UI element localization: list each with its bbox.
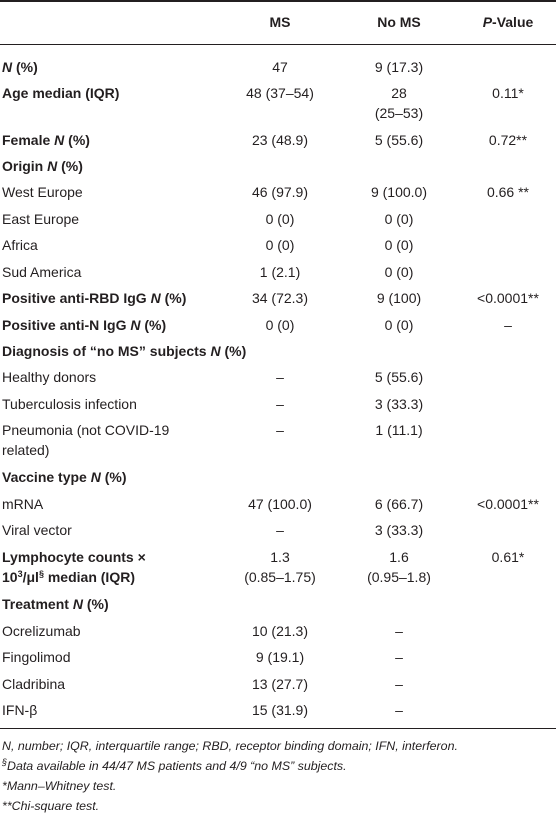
ms-value: –	[276, 369, 284, 385]
header-p-value: P-Value	[482, 14, 534, 30]
section-label: Diagnosis of “no MS” subjects N (%)	[2, 343, 247, 359]
ms-value: 1 (2.1)	[259, 264, 301, 280]
row-label: Positive anti-RBD IgG N (%)	[2, 290, 187, 306]
ms-value: 15 (31.9)	[251, 702, 309, 718]
no-ms-value: 0 (0)	[384, 317, 414, 333]
no-ms-value: –	[395, 702, 403, 718]
no-ms-value: 9 (100.0)	[370, 184, 428, 200]
row-label: Tuberculosis infection	[2, 396, 137, 412]
row-label: West Europe	[2, 184, 83, 200]
no-ms-value: 0 (0)	[384, 211, 414, 227]
ms-value: 0 (0)	[265, 211, 295, 227]
ms-value: 1.3	[270, 549, 290, 565]
row-label: Healthy donors	[2, 369, 97, 385]
ms-value: 0 (0)	[265, 237, 295, 253]
ms-value: 46 (97.9)	[251, 184, 309, 200]
no-ms-value: 28	[391, 85, 407, 101]
ms-value: –	[276, 422, 284, 438]
no-ms-value: 9 (17.3)	[374, 59, 424, 75]
no-ms-value: 3 (33.3)	[374, 522, 424, 538]
ms-value: 0 (0)	[265, 317, 295, 333]
ms-value: 10 (21.3)	[251, 623, 309, 639]
footnote-data-availability: §Data available in 44/47 MS patients and 4/9 “no MS” subjects.	[2, 757, 347, 773]
header-no-ms: No MS	[377, 14, 421, 30]
row-label-line2: related)	[2, 442, 50, 458]
row-label: mRNA	[2, 496, 44, 512]
p-value: <0.0001**	[477, 290, 539, 306]
row-label: Lymphocyte counts ×	[2, 549, 146, 565]
row-label: Sud America	[2, 264, 82, 280]
row-label: East Europe	[2, 211, 80, 227]
no-ms-value: 9 (100)	[376, 290, 422, 306]
no-ms-value: –	[395, 623, 403, 639]
header-ms: MS	[269, 14, 291, 30]
footnote-mann-whitney: *Mann–Whitney test.	[2, 779, 117, 793]
section-label: Treatment N (%)	[2, 596, 109, 612]
ms-value: –	[276, 396, 284, 412]
p-value: 0.11*	[492, 85, 524, 101]
ms-value: 23 (48.9)	[251, 132, 309, 148]
no-ms-value: 3 (33.3)	[374, 396, 424, 412]
ms-value: 13 (27.7)	[251, 676, 309, 692]
no-ms-value: 0 (0)	[384, 264, 414, 280]
ms-value: 47	[272, 59, 288, 75]
ms-value: 47 (100.0)	[248, 496, 312, 512]
ms-value-line2: (0.85–1.75)	[244, 569, 316, 585]
no-ms-value: 1.6	[389, 549, 409, 565]
header-rule	[0, 44, 556, 45]
no-ms-value-line2: (0.95–1.8)	[367, 569, 431, 585]
p-value: 0.72**	[488, 132, 528, 148]
no-ms-value: 0 (0)	[384, 237, 414, 253]
row-label: Pneumonia (not COVID-19	[2, 422, 170, 438]
ms-value: 9 (19.1)	[255, 649, 305, 665]
footnote-chi-square: **Chi-square test.	[2, 799, 100, 813]
section-label: Origin N (%)	[2, 158, 83, 174]
row-label: Fingolimod	[2, 649, 71, 665]
row-label: IFN-β	[2, 702, 38, 718]
row-label: Ocrelizumab	[2, 623, 81, 639]
row-label: Cladribina	[2, 676, 66, 692]
p-value: <0.0001**	[477, 496, 539, 512]
ms-value: 34 (72.3)	[251, 290, 309, 306]
no-ms-value: –	[395, 676, 403, 692]
row-label: Female N (%)	[2, 132, 90, 148]
no-ms-value-line2: (25–53)	[374, 105, 424, 121]
footnote-abbreviations: N, number; IQR, interquartile range; RBD, receptor binding domain; IFN, interferon.	[2, 739, 458, 753]
no-ms-value: 5 (55.6)	[374, 369, 424, 385]
ms-value: 48 (37–54)	[246, 85, 314, 101]
p-value: 0.61*	[491, 549, 525, 565]
bottom-rule	[0, 728, 556, 729]
ms-value: –	[276, 522, 284, 538]
no-ms-value: 1 (11.1)	[375, 422, 423, 438]
no-ms-value: 6 (66.7)	[374, 496, 424, 512]
row-label: Viral vector	[2, 522, 72, 538]
no-ms-value: 5 (55.6)	[374, 132, 424, 148]
p-value: 0.66 **	[486, 184, 530, 200]
row-label: Age median (IQR)	[2, 85, 120, 101]
row-label: N (%)	[2, 59, 38, 75]
section-label: Vaccine type N (%)	[2, 469, 127, 485]
row-label-line2: $10^3/\mu l^\S$ median (IQR)	[2, 569, 135, 585]
row-label: Africa	[2, 237, 38, 253]
no-ms-value: –	[395, 649, 403, 665]
top-rule	[0, 0, 556, 2]
row-label: Positive anti-N IgG N (%)	[2, 317, 167, 333]
p-value: –	[504, 317, 512, 333]
